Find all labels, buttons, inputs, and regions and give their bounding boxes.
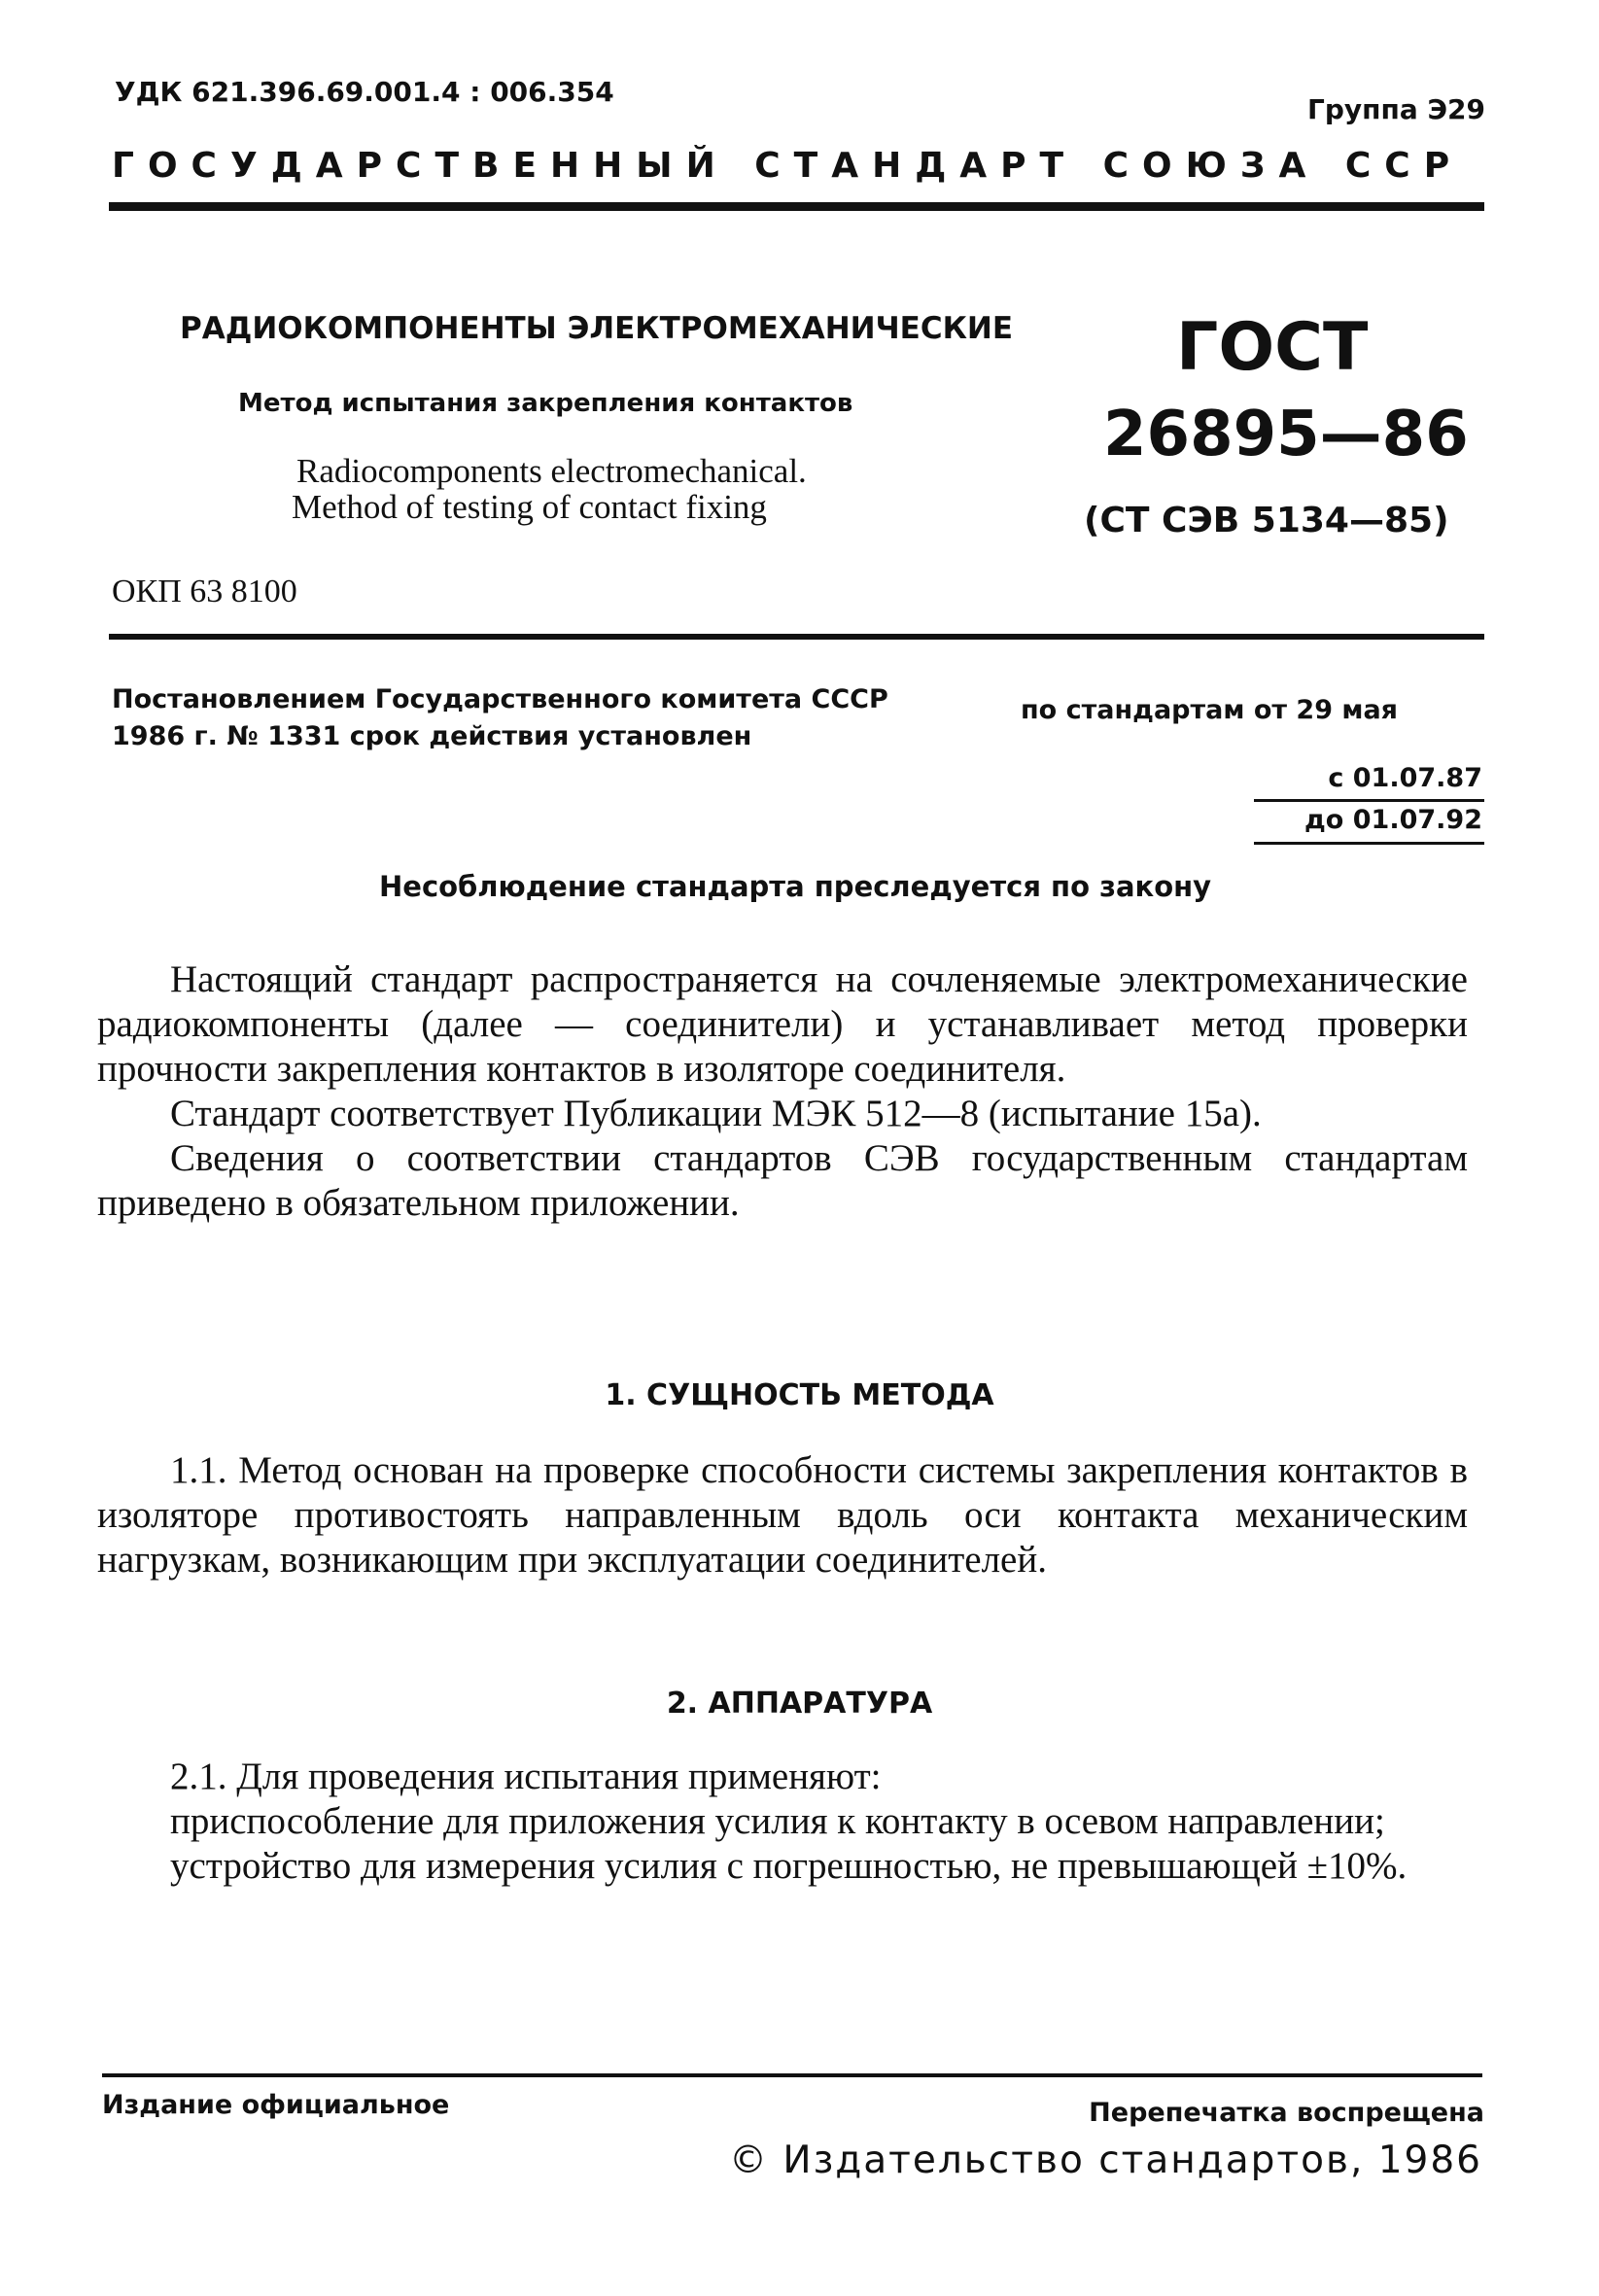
intro-block [97, 957, 1468, 1226]
section-1-body [97, 1448, 1468, 1583]
okp-code: ОКП 63 8100 [112, 574, 297, 609]
document-subtitle: Метод испытания закрепления контактов [238, 389, 853, 418]
decree-line1: Постановлением Государственного комитета СССР [112, 684, 888, 714]
footer-rule [102, 2073, 1482, 2077]
section-2-heading: 2. АППАРАТУРА [666, 1687, 933, 1721]
section-2-paragraph-1: 2.1. Для проведения испытания применяют: [170, 1756, 882, 1797]
title-rule [109, 634, 1484, 640]
intro-paragraph-3: Сведения о соответствии стандартов СЭВ государственным стандартам приведено в обязательном приложении. [97, 1137, 1468, 1224]
date-rule-2 [1254, 842, 1484, 845]
section-1-heading: 1. СУЩНОСТЬ МЕТОДА [605, 1378, 994, 1412]
section-2-body [97, 1755, 1468, 1889]
copyright-notice: © Издательство стандартов, 1986 [729, 2139, 1482, 2182]
intro-paragraph-2: Стандарт соответствует Публикации МЭК 512—8 (испытание 15а). [170, 1093, 1262, 1134]
intro-paragraph-1: Настоящий стандарт распространяется на сочленяемые электромеханические радиокомпоненты (далее — соединители) и устанавливает метод проверки прочности закрепления контактов в изоляторе соединителя. [97, 958, 1468, 1090]
penalty-notice: Несоблюдение стандарта преследуется по закону [379, 870, 1212, 903]
section-1-paragraph: 1.1. Метод основан на проверке способности системы закрепления контактов в изоляторе противостоять направленным вдоль оси контакта механическим нагрузкам, возникающим при эксплуатации соединителей. [97, 1449, 1468, 1581]
official-edition-label: Издание официальное [102, 2090, 450, 2120]
sev-reference: (СТ СЭВ 5134—85) [1084, 501, 1449, 540]
state-standard-banner: ГОСУДАРСТВЕННЫЙ СТАНДАРТ СОЮЗА ССР [112, 146, 1464, 186]
valid-to-date: до 01.07.92 [1304, 805, 1482, 835]
english-title-line2: Method of testing of contact fixing [292, 488, 767, 526]
gost-label: ГОСТ [1176, 309, 1369, 386]
valid-from-date: с 01.07.87 [1328, 763, 1482, 793]
reprint-prohibited-label: Перепечатка воспрещена [1089, 2098, 1484, 2128]
udk-code: УДК 621.396.69.001.4 : 006.354 [115, 76, 614, 108]
date-rule-1 [1254, 799, 1484, 802]
decree-line1-end: по стандартам от 29 мая [1021, 695, 1399, 725]
group-code: Группа Э29 [1307, 93, 1485, 125]
english-title-line1: Radiocomponents electromechanical. [296, 452, 807, 490]
header-rule [109, 202, 1484, 211]
decree-line2: 1986 г. № 1331 срок действия установлен [112, 721, 752, 751]
section-2-paragraph-3: устройство для измерения усилия с погрешностью, не превышающей ±10%. [170, 1845, 1408, 1887]
section-2-paragraph-2: приспособление для приложения усилия к контакту в осевом направлении; [170, 1800, 1385, 1842]
gost-number: 26895—86 [1103, 399, 1469, 470]
document-title: РАДИОКОМПОНЕНТЫ ЭЛЕКТРОМЕХАНИЧЕСКИЕ [180, 311, 1014, 346]
